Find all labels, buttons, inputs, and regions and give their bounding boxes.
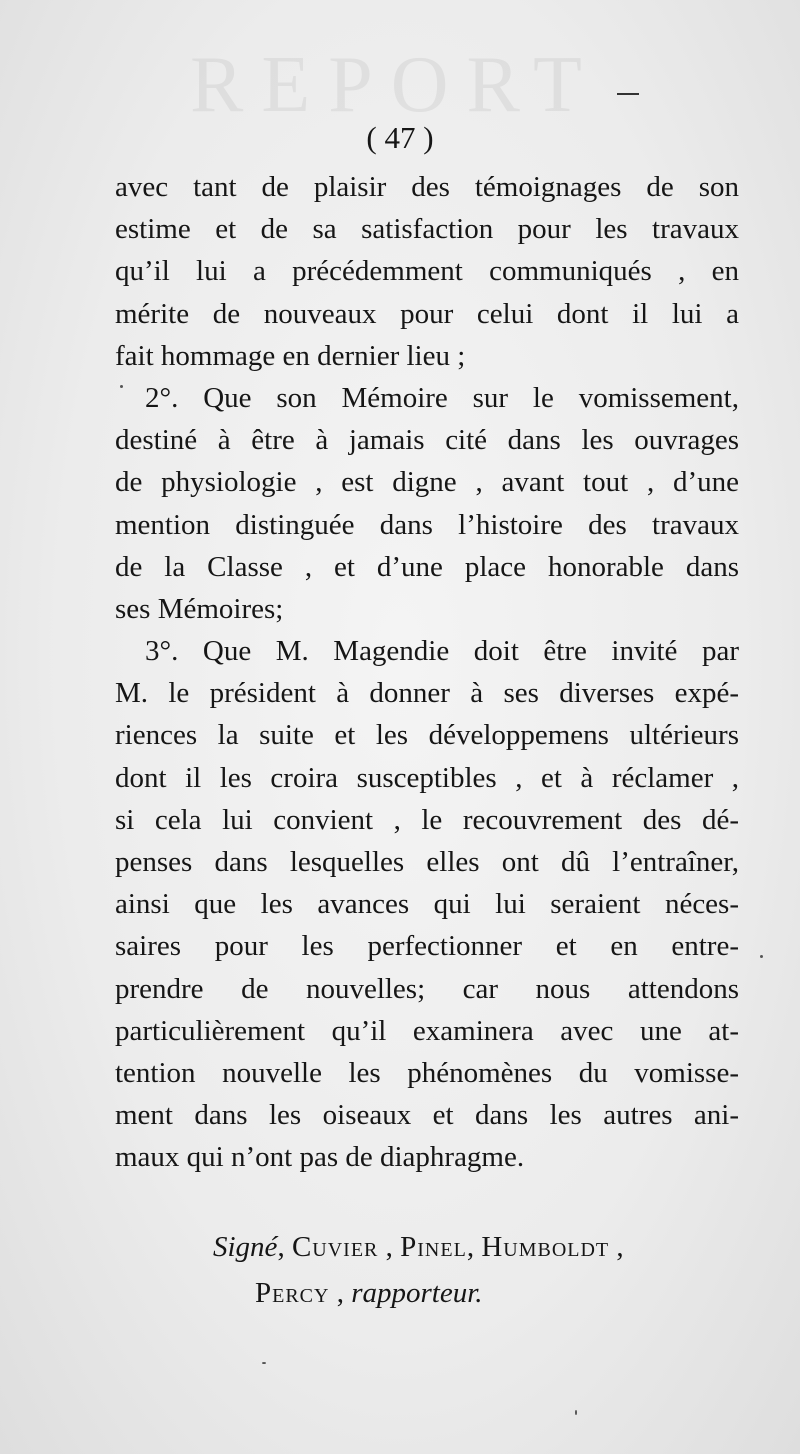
text-line: 2°. Que son Mémoire sur le vomissement,	[145, 381, 739, 414]
text-line: particulièrement qu’il examinera avec une at-	[115, 1014, 739, 1047]
text-line: si cela lui convient , le recouvrement des dé-	[115, 803, 739, 836]
page-number: ( 47 )	[366, 120, 434, 155]
ink-speck	[262, 1362, 266, 1364]
text-line: tention nouvelle les phénomènes du vomisse-	[115, 1056, 739, 1089]
text-line: ainsi que les avances qui lui seraient néces-	[115, 888, 739, 921]
separator: ,	[277, 1231, 292, 1263]
text-line: dont il les croira susceptibles , et à réclamer ,	[115, 761, 739, 794]
text-line: de physiologie , est digne , avant tout , d’une	[115, 466, 739, 499]
text-line: de la Classe , et d’une place honorable dans	[115, 550, 739, 583]
text-line: estime et de sa satisfaction pour les travaux	[115, 213, 739, 246]
ink-speck	[760, 955, 763, 958]
text-line: 3°. Que M. Magendie doit être invité par	[145, 635, 739, 668]
text-line: ment dans les oiseaux et dans les autres ani-	[115, 1099, 739, 1132]
ink-speck	[575, 1410, 577, 1415]
separator: ,	[378, 1231, 401, 1263]
signatory-name: Percy	[255, 1277, 330, 1309]
text-line: destiné à être à jamais cité dans les ouvrages	[115, 424, 739, 457]
text-line: ses Mémoires;	[115, 592, 284, 625]
ink-speck	[120, 385, 123, 388]
text-line: riences la suite et les développemens ultérieurs	[115, 719, 739, 752]
show-through-text: REPORT	[190, 41, 600, 129]
text-line: penses dans lesquelles elles ont dû l’entraîner,	[115, 846, 739, 878]
text-line: qu’il lui a précédemment communiqués , en	[115, 255, 739, 288]
text-line: maux qui n’ont pas de diaphragme.	[115, 1141, 525, 1174]
signed-label: Signé	[213, 1231, 278, 1263]
text-line: prendre de nouvelles; car nous attendons	[115, 972, 739, 1005]
text-line: M. le président à donner à ses diverses expé-	[115, 677, 739, 710]
signature-line	[213, 1270, 753, 1316]
signature-block	[213, 1224, 753, 1316]
signature-line	[213, 1224, 753, 1270]
body-text	[115, 166, 739, 1179]
separator: ,	[609, 1231, 624, 1263]
separator: ,	[329, 1277, 352, 1309]
text-line: saires pour les perfectionner et en entre-	[115, 930, 739, 963]
separator: ,	[466, 1231, 482, 1263]
signatory-role: rapporteur.	[351, 1277, 483, 1309]
text-line: mention distinguée dans l’histoire des travaux	[115, 508, 739, 541]
signatory-name: Cuvier	[291, 1231, 379, 1263]
text-line: fait hommage en dernier lieu ;	[115, 339, 466, 372]
signatory-name: Pinel	[400, 1231, 467, 1263]
printer-mark	[617, 93, 639, 95]
text-line: mérite de nouveaux pour celui dont il lui a	[115, 297, 739, 330]
text-line: avec tant de plaisir des témoignages de son	[115, 171, 739, 203]
signatory-name: Humboldt	[481, 1231, 610, 1263]
